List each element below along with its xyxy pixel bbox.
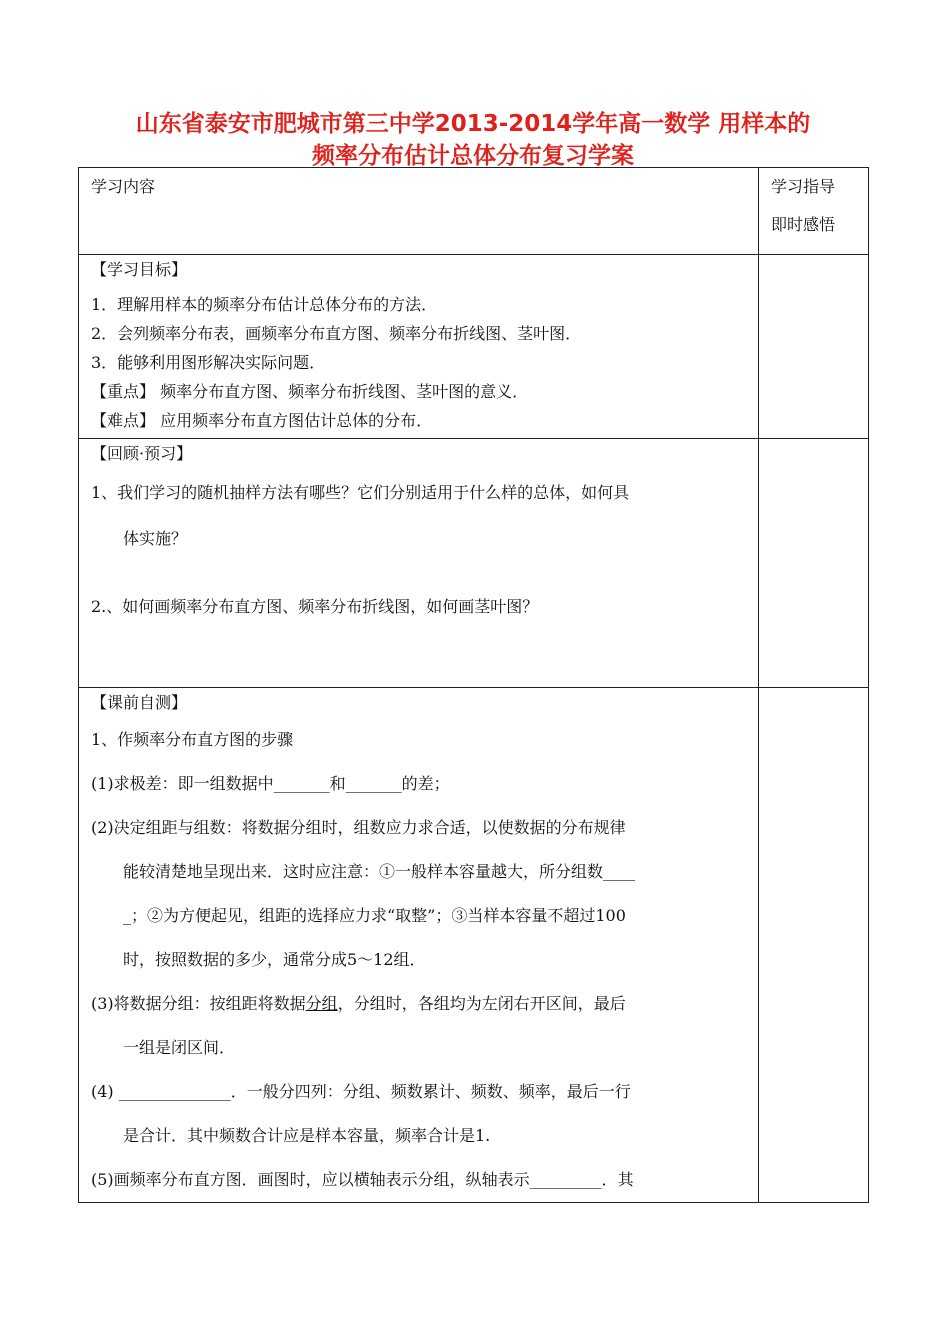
review-question-1-line-2: 体实施？ <box>123 529 188 548</box>
step-3-underlined: 分组 <box>305 994 338 1013</box>
insight-header: 即时感悟 <box>771 215 836 234</box>
header-row <box>79 168 869 255</box>
difficulty-point: 【难点】 应用频率分布直方图估计总体的分布． <box>91 411 433 430</box>
review-question-2: 2.、如何画频率分布直方图、频率分布折线图，如何画茎叶图？ <box>91 597 539 616</box>
step-2-line-1: (2)决定组距与组数：将数据分组时，组数应力求合适，以使数据的分布规律 <box>91 818 626 837</box>
pretest-heading: 【课前自测】 <box>91 693 188 712</box>
step-3-text-a: (3)将数据分组：按组距将数据 <box>91 994 306 1013</box>
goals-row <box>79 255 869 439</box>
step-1: (1)求极差：即一组数据中_______和_______的差； <box>91 774 450 793</box>
review-row <box>79 439 869 688</box>
goals-heading: 【学习目标】 <box>91 260 188 279</box>
step-2-line-3: _；②为方便起见，组距的选择应力求“取整”；③当样本容量不超过100 <box>123 906 626 925</box>
guide-header-cell <box>759 168 869 255</box>
guide-header: 学习指导 <box>771 177 836 196</box>
step-3-line-1 <box>91 982 748 1026</box>
review-question-1-line-1: 1、我们学习的随机抽样方法有哪些？它们分别适用于什么样的总体，如何具 <box>91 483 630 502</box>
key-point: 【重点】 频率分布直方图、频率分布折线图、茎叶图的意义． <box>91 382 529 401</box>
content-header: 学习内容 <box>91 177 156 196</box>
goal-item-1: 1．理解用样本的频率分布估计总体分布的方法． <box>91 295 438 314</box>
title-line-2: 频率分布估计总体分布复习学案 <box>312 143 634 169</box>
step-4-line-1: (4) ______________．一般分四列：分组、频数累计、频数、频率，最后一行 <box>91 1082 631 1101</box>
pretest-row <box>79 688 869 1203</box>
step-3-text-b: ，分组时，各组均为左闭右开区间，最后 <box>337 994 626 1013</box>
pretest-side-cell <box>759 688 869 1203</box>
content-header-cell <box>79 168 759 255</box>
pretest-cell <box>79 688 759 1203</box>
review-heading: 【回顾·预习】 <box>91 444 193 463</box>
title-line-1: 山东省泰安市肥城市第三中学2013-2014学年高一数学 用样本的 <box>135 111 811 137</box>
review-side-cell <box>759 439 869 688</box>
goals-side-cell <box>759 255 869 439</box>
goal-item-3: 3．能够利用图形解决实际问题． <box>91 353 326 372</box>
step-5: (5)画频率分布直方图．画图时，应以横轴表示分组，纵轴表示_________．其 <box>91 1170 634 1189</box>
review-cell <box>79 439 759 688</box>
step-2-line-4: 时，按照数据的多少，通常分成5～12组． <box>123 950 426 969</box>
pretest-title: 1、作频率分布直方图的步骤 <box>91 730 294 749</box>
goals-cell <box>79 255 759 439</box>
step-4-line-2: 是合计．其中频数合计应是样本容量，频率合计是1. <box>123 1126 491 1145</box>
goal-item-2: 2．会列频率分布表，画频率分布直方图、频率分布折线图、茎叶图． <box>91 324 582 343</box>
study-plan-table <box>78 167 869 1203</box>
document-title <box>78 108 868 172</box>
step-2-line-2: 能较清楚地呈现出来．这时应注意：①一般样本容量越大，所分组数____ <box>123 862 636 881</box>
step-3-line-2: 一组是闭区间． <box>123 1038 236 1057</box>
